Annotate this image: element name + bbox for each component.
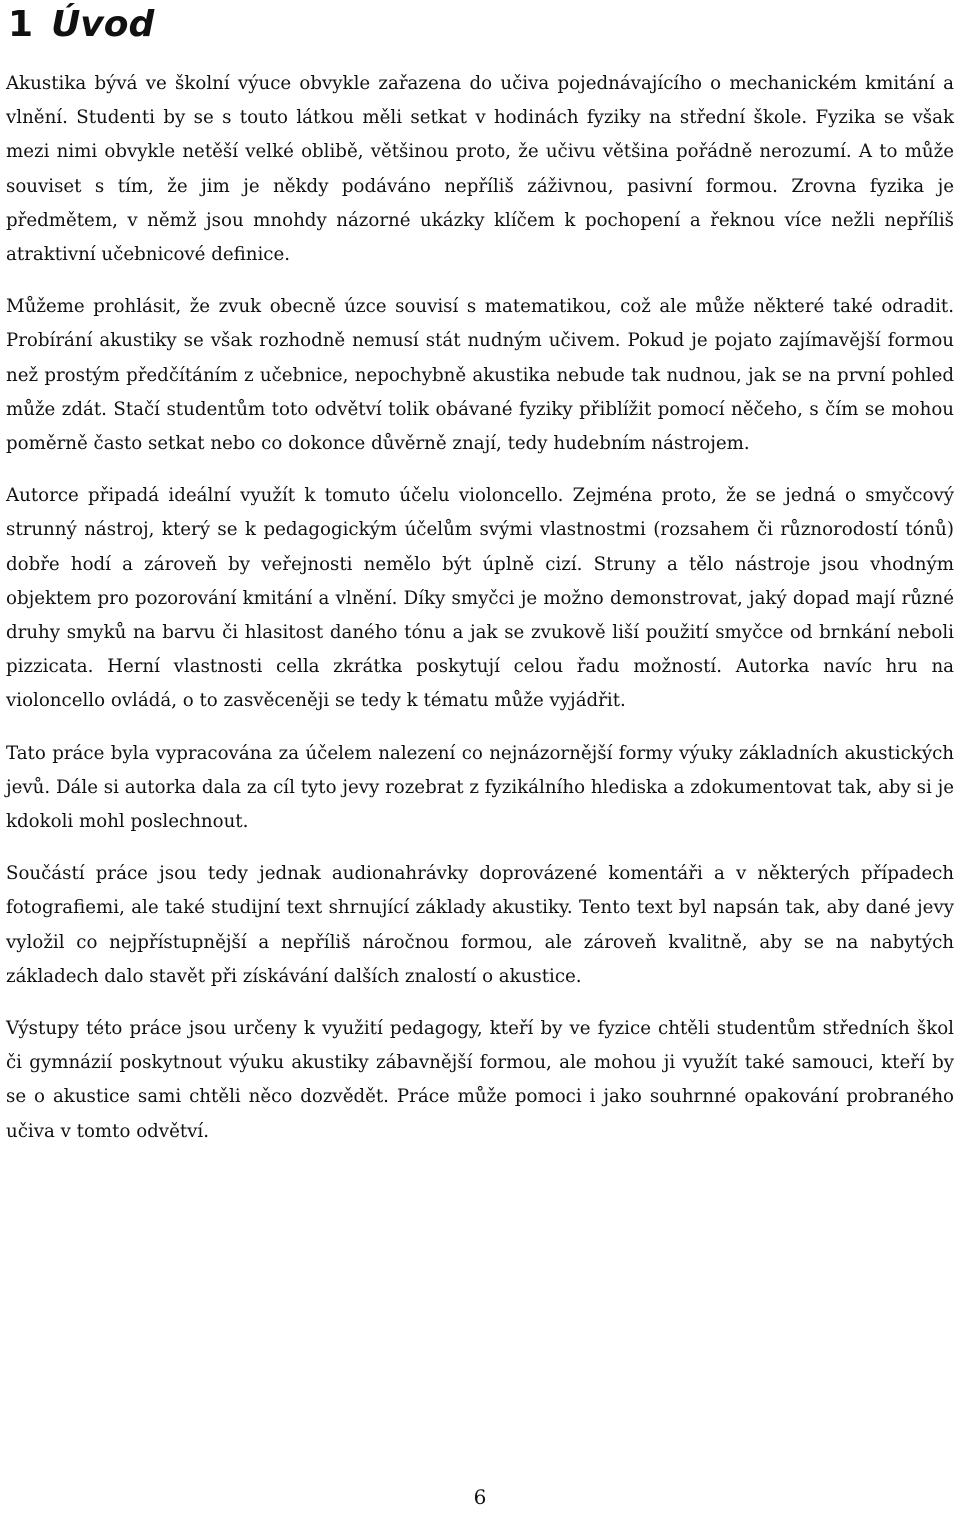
paragraph-4: Tato práce byla vypracována za účelem nalezení co nejnázornější formy výuky základních akustických jevů. Dále si autorka dala za cíl tyto jevy rozebrat z fyzikálního hlediska a zdokumentovat tak, aby si je kdokoli mohl poslechnout.: [6, 742, 954, 833]
paragraph-6: Výstupy této práce jsou určeny k využití pedagogy, kteří by ve fyzice chtěli studentům středních škol či gymnázií poskytnout výuku akustiky zábavnější formou, ale mohou ji využít také samouci, kteří by se o akustice sami chtěli něco dozvědět. Práce může pomoci i jako souhrnné opakování probraného učiva v tomto odvětví.: [6, 1018, 954, 1142]
paragraph-3: Autorce připadá ideální využít k tomuto účelu violoncello. Zejména proto, že se jedná o smyčcový strunný nástroj, který se k pedagogickým účelům svými vlastnostmi (rozsahem či různorodostí tónů) dobře hodí a zároveň by veřejnosti nemělo být úplně cizí. Struny a tělo nástroje jsou vhodným objektem pro pozorování kmitání a vlnění. Díky smyčci je možno demonstrovat, jaký dopad mají různé druhy smyků na barvu či hlasitost daného tónu a jak se zvukově liší použití smyčce od brnkání neboli pizzicata. Herní vlastnosti cella zkrátka poskytují celou řadu možností. Autorka navíc hru na violoncello ovládá, o to zasvěceněji se tedy k tématu může vyjádřit.: [6, 485, 954, 712]
paragraph-2: Můžeme prohlásit, že zvuk obecně úzce souvisí s matematikou, což ale může některé také odradit. Probírání akustiky se však rozhodně nemusí stát nudným učivem. Pokud je pojato zajímavější formou než prostým předčítáním z učebnice, nepochybně akustika nebude tak nudnou, jak se na první pohled může zdát. Stačí studentům toto odvětví tolik obávané fyziky přiblížit pomocí něčeho, s čím se mohou poměrně často setkat nebo co dokonce důvěrně znají, tedy hudebním nástrojem.: [6, 296, 954, 455]
body-text: [6, 67, 954, 1167]
chapter-number: 1: [8, 4, 34, 45]
paragraph-1: Akustika bývá ve školní výuce obvykle zařazena do učiva pojednávajícího o mechanickém kmitání a vlnění. Studenti by se s touto látkou měli setkat v hodinách fyziky na střední škole. Fyzika se však mezi nimi obvykle netěší velké oblibě, většinou proto, že učivu většina pořádně nerozumí. A to může souviset s tím, že jim je někdy podáváno nepříliš záživnou, pasivní formou. Zrovna fyzika je předmětem, v němž jsou mnohdy názorné ukázky klíčem k pochopení a řeknou více nežli nepříliš atraktivní učebnicové definice.: [6, 73, 954, 266]
paragraph-5: Součástí práce jsou tedy jednak audionahrávky doprovázené komentáři a v některých případech fotografiemi, ale také studijní text shrnující základy akustiky. Tento text byl napsán tak, aby dané jevy vyložil co nejpřístupnější a nepříliš náročnou formou, ale zároveň kvalitně, aby se na nabytých základech dalo stavět při získávání dalších znalostí o akustice.: [6, 863, 954, 987]
chapter-title: Úvod: [51, 4, 155, 45]
chapter-heading: [8, 2, 154, 48]
page-number: 6: [473, 1485, 487, 1509]
